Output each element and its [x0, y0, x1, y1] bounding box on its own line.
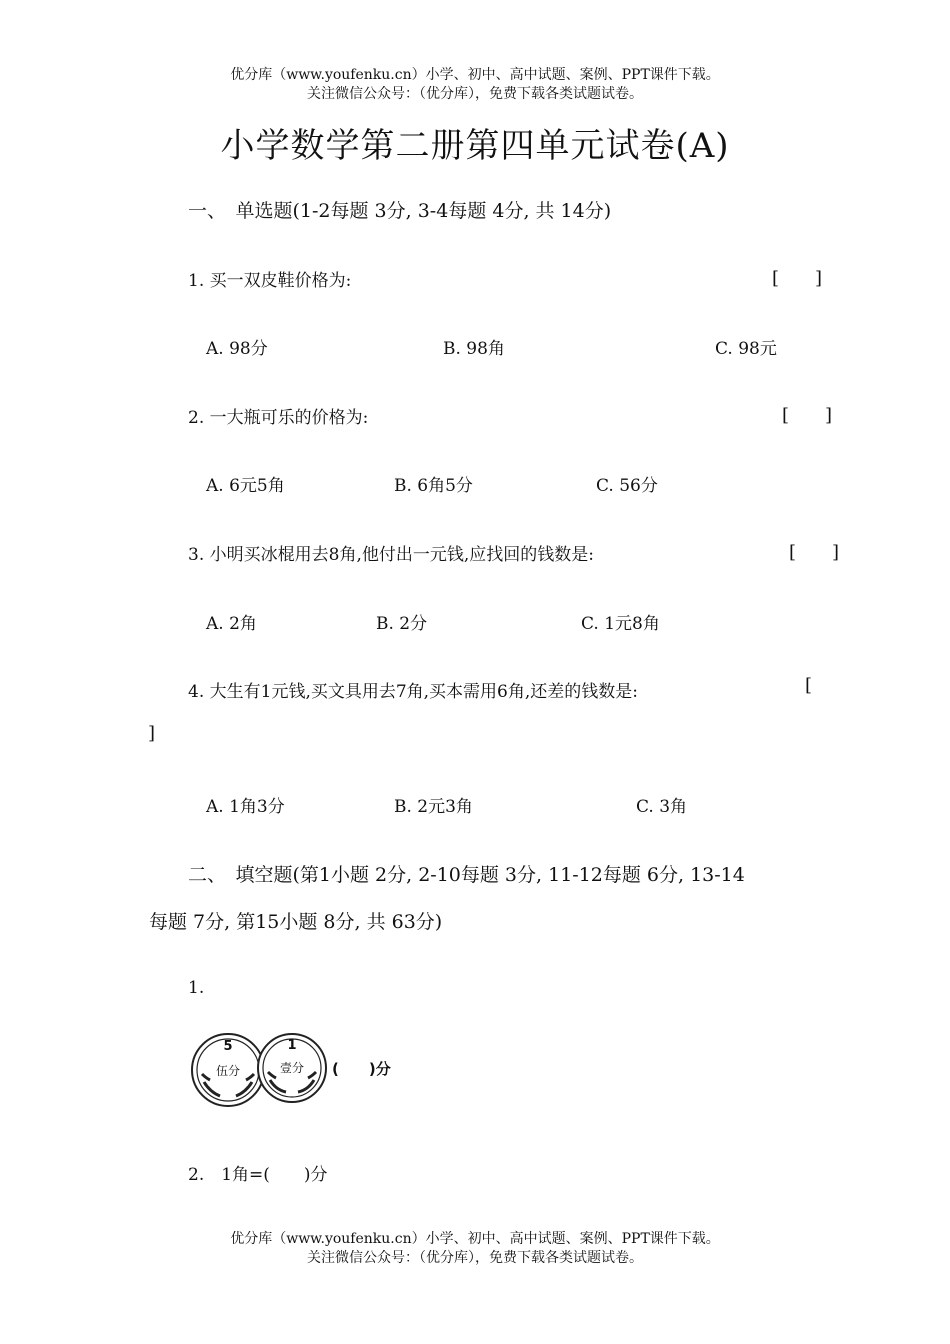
footer-line-2: 关注微信公众号：（优分库），免费下载各类试题试卷。: [307, 1250, 643, 1266]
question-4-option-b: B. 2元3角: [394, 797, 473, 817]
header-line-1: 优分库（www.youfenku.cn）小学、初中、高中试题、案例、PPT课件下载。: [230, 67, 720, 83]
question-1-option-b: B. 98角: [443, 339, 505, 359]
question-2-text: 2. 一大瓶可乐的价格为:: [188, 408, 369, 428]
question-1-bracket: [ ]: [772, 268, 823, 289]
question-3-option-c: C. 1元8角: [581, 614, 660, 634]
question-3-option-a: A. 2角: [206, 614, 257, 634]
coins-figure: [190, 1030, 440, 1110]
section1-heading: 一、 单选题(1-2每题 3分, 3-4每题 4分, 共 14分): [188, 200, 612, 222]
question-1-text: 1. 买一双皮鞋价格为:: [188, 271, 352, 291]
page-title: 小学数学第二册第四单元试卷(A): [220, 126, 730, 166]
coin-one-label: 壹分: [279, 1061, 305, 1075]
section2-heading-line-1: 二、 填空题(第1小题 2分, 2-10每题 3分, 11-12每题 6分, 13-14: [188, 864, 745, 886]
header-line-2: 关注微信公众号：（优分库），免费下载各类试题试卷。: [307, 86, 643, 102]
question-3-option-b: B. 2分: [376, 614, 428, 634]
coin-one-number: 1: [287, 1038, 297, 1053]
question-3-text: 3. 小明买冰棍用去8角,他付出一元钱,应找回的钱数是:: [188, 545, 594, 565]
question-2-option-c: C. 56分: [596, 476, 658, 496]
fill-question-2: 2. 1角=( )分: [188, 1165, 328, 1185]
question-2-option-b: B. 6角5分: [394, 476, 473, 496]
question-2-option-a: A. 6元5角: [206, 476, 285, 496]
coin-answer-blank: ( )分: [332, 1060, 391, 1078]
question-4-bracket-open: [: [805, 675, 813, 696]
footer-line-1: 优分库（www.youfenku.cn）小学、初中、高中试题、案例、PPT课件下载。: [230, 1231, 720, 1247]
question-4-bracket-close: ]: [148, 723, 156, 744]
section2-heading-line-2: 每题 7分, 第15小题 8分, 共 63分): [149, 911, 443, 933]
coin-five-number: 5: [223, 1039, 233, 1054]
question-4-option-c: C. 3角: [636, 797, 688, 817]
fill-question-1-number: 1.: [188, 978, 205, 998]
question-1-option-a: A. 98分: [206, 339, 268, 359]
coin-five-fen: [192, 1034, 264, 1106]
question-2-bracket: [ ]: [782, 405, 833, 426]
coin-five-label: 伍分: [215, 1064, 241, 1078]
coin-one-fen: [258, 1034, 326, 1102]
question-3-bracket: [ ]: [789, 542, 840, 563]
question-4-option-a: A. 1角3分: [206, 797, 285, 817]
question-4-text: 4. 大生有1元钱,买文具用去7角,买本需用6角,还差的钱数是:: [188, 682, 639, 702]
question-1-option-c: C. 98元: [715, 339, 777, 359]
